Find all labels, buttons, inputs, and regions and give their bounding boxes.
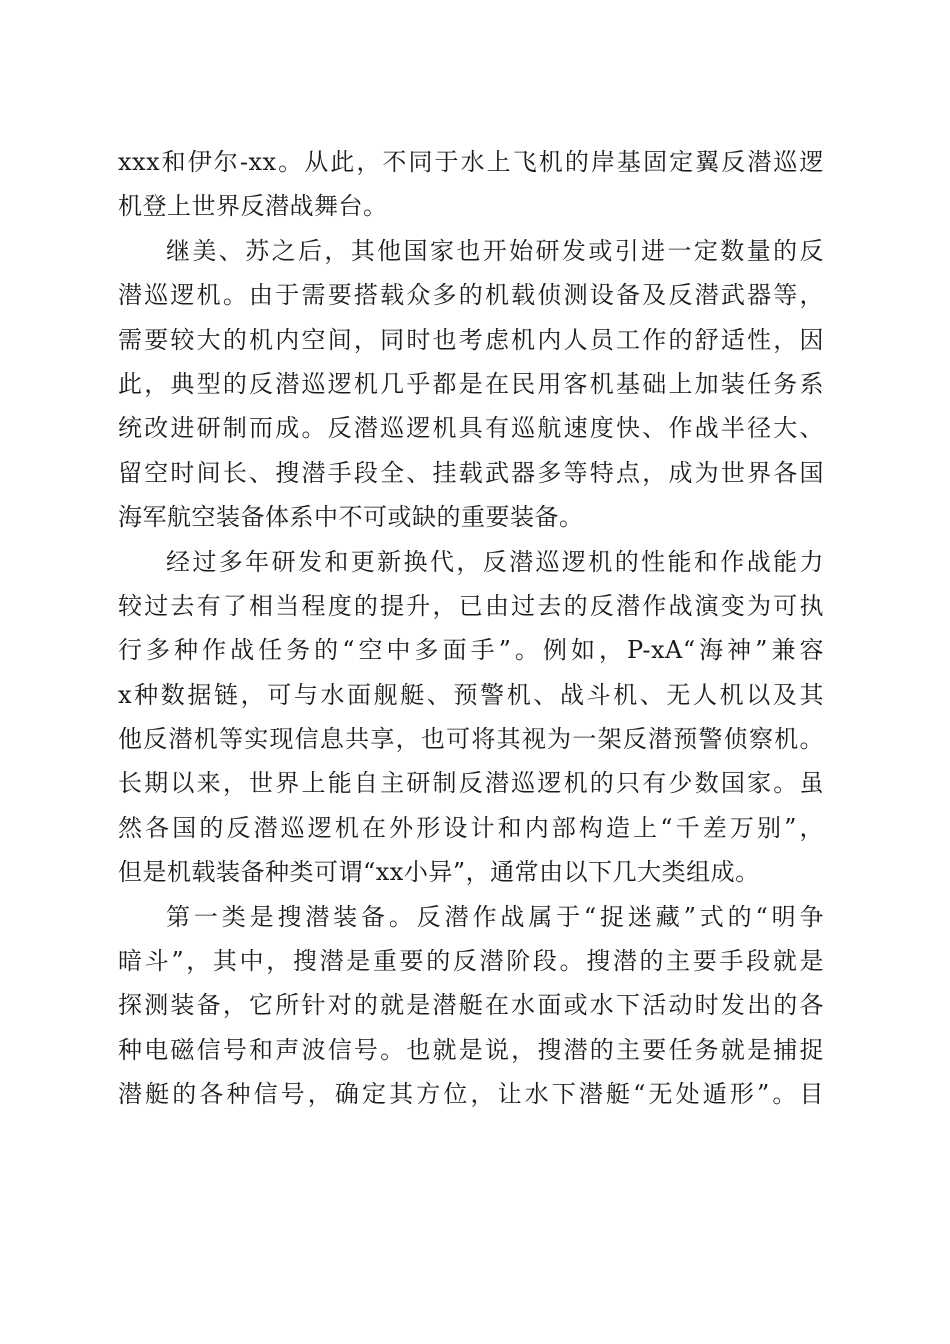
text-line: 统改进研制而成。反潜巡逻机具有巡航速度快、作战半径大、 <box>118 414 824 443</box>
text-line: 他反潜机等实现信息共享，也可将其视为一架反潜预警侦察机。 <box>118 725 824 754</box>
text-line: 探测装备，它所针对的就是潜艇在水面或水下活动时发出的各 <box>118 991 824 1020</box>
text-line: 需要较大的机内空间，同时也考虑机内人员工作的舒适性，因 <box>118 325 824 354</box>
text-line: 潜艇的各种信号，确定其方位，让水下潜艇“无处遁形”。目 <box>118 1080 824 1109</box>
text-line: 然各国的反潜巡逻机在外形设计和内部构造上“千差万别”， <box>118 813 824 842</box>
text-line: 行多种作战任务的“空中多面手”。例如，P-xA“海神”兼容 <box>118 636 824 665</box>
text-line: 暗斗”，其中，搜潜是重要的反潜阶段。搜潜的主要手段就是 <box>118 947 824 976</box>
text-line: 机登上世界反潜战舞台。 <box>118 192 388 221</box>
text-line: 潜巡逻机。由于需要搭载众多的机载侦测设备及反潜武器等， <box>118 281 824 310</box>
text-line: 继美、苏之后，其他国家也开始研发或引进一定数量的反 <box>166 236 824 265</box>
text-line: 海军航空装备体系中不可或缺的重要装备。 <box>118 503 584 532</box>
body-text <box>118 140 824 1117</box>
text-line: 较过去有了相当程度的提升，已由过去的反潜作战演变为可执 <box>118 591 824 620</box>
text-line: 种电磁信号和声波信号。也就是说，搜潜的主要任务就是捕捉 <box>118 1035 824 1064</box>
text-line: 经过多年研发和更新换代，反潜巡逻机的性能和作战能力 <box>166 547 824 576</box>
text-line: x种数据链，可与水面舰艇、预警机、战斗机、无人机以及其 <box>118 680 824 709</box>
text-line: 第一类是搜潜装备。反潜作战属于“捉迷藏”式的“明争 <box>166 902 824 931</box>
text-line: 此，典型的反潜巡逻机几乎都是在民用客机基础上加装任务系 <box>118 369 824 398</box>
text-line: 长期以来，世界上能自主研制反潜巡逻机的只有少数国家。虽 <box>118 769 824 798</box>
text-line: xxx和伊尔-xx。从此，不同于水上飞机的岸基固定翼反潜巡逻 <box>118 148 824 176</box>
text-line: 留空时间长、搜潜手段全、挂载武器多等特点，成为世界各国 <box>118 458 824 487</box>
text-line: 但是机载装备种类可谓“xx小异”，通常由以下几大类组成。 <box>118 858 760 887</box>
